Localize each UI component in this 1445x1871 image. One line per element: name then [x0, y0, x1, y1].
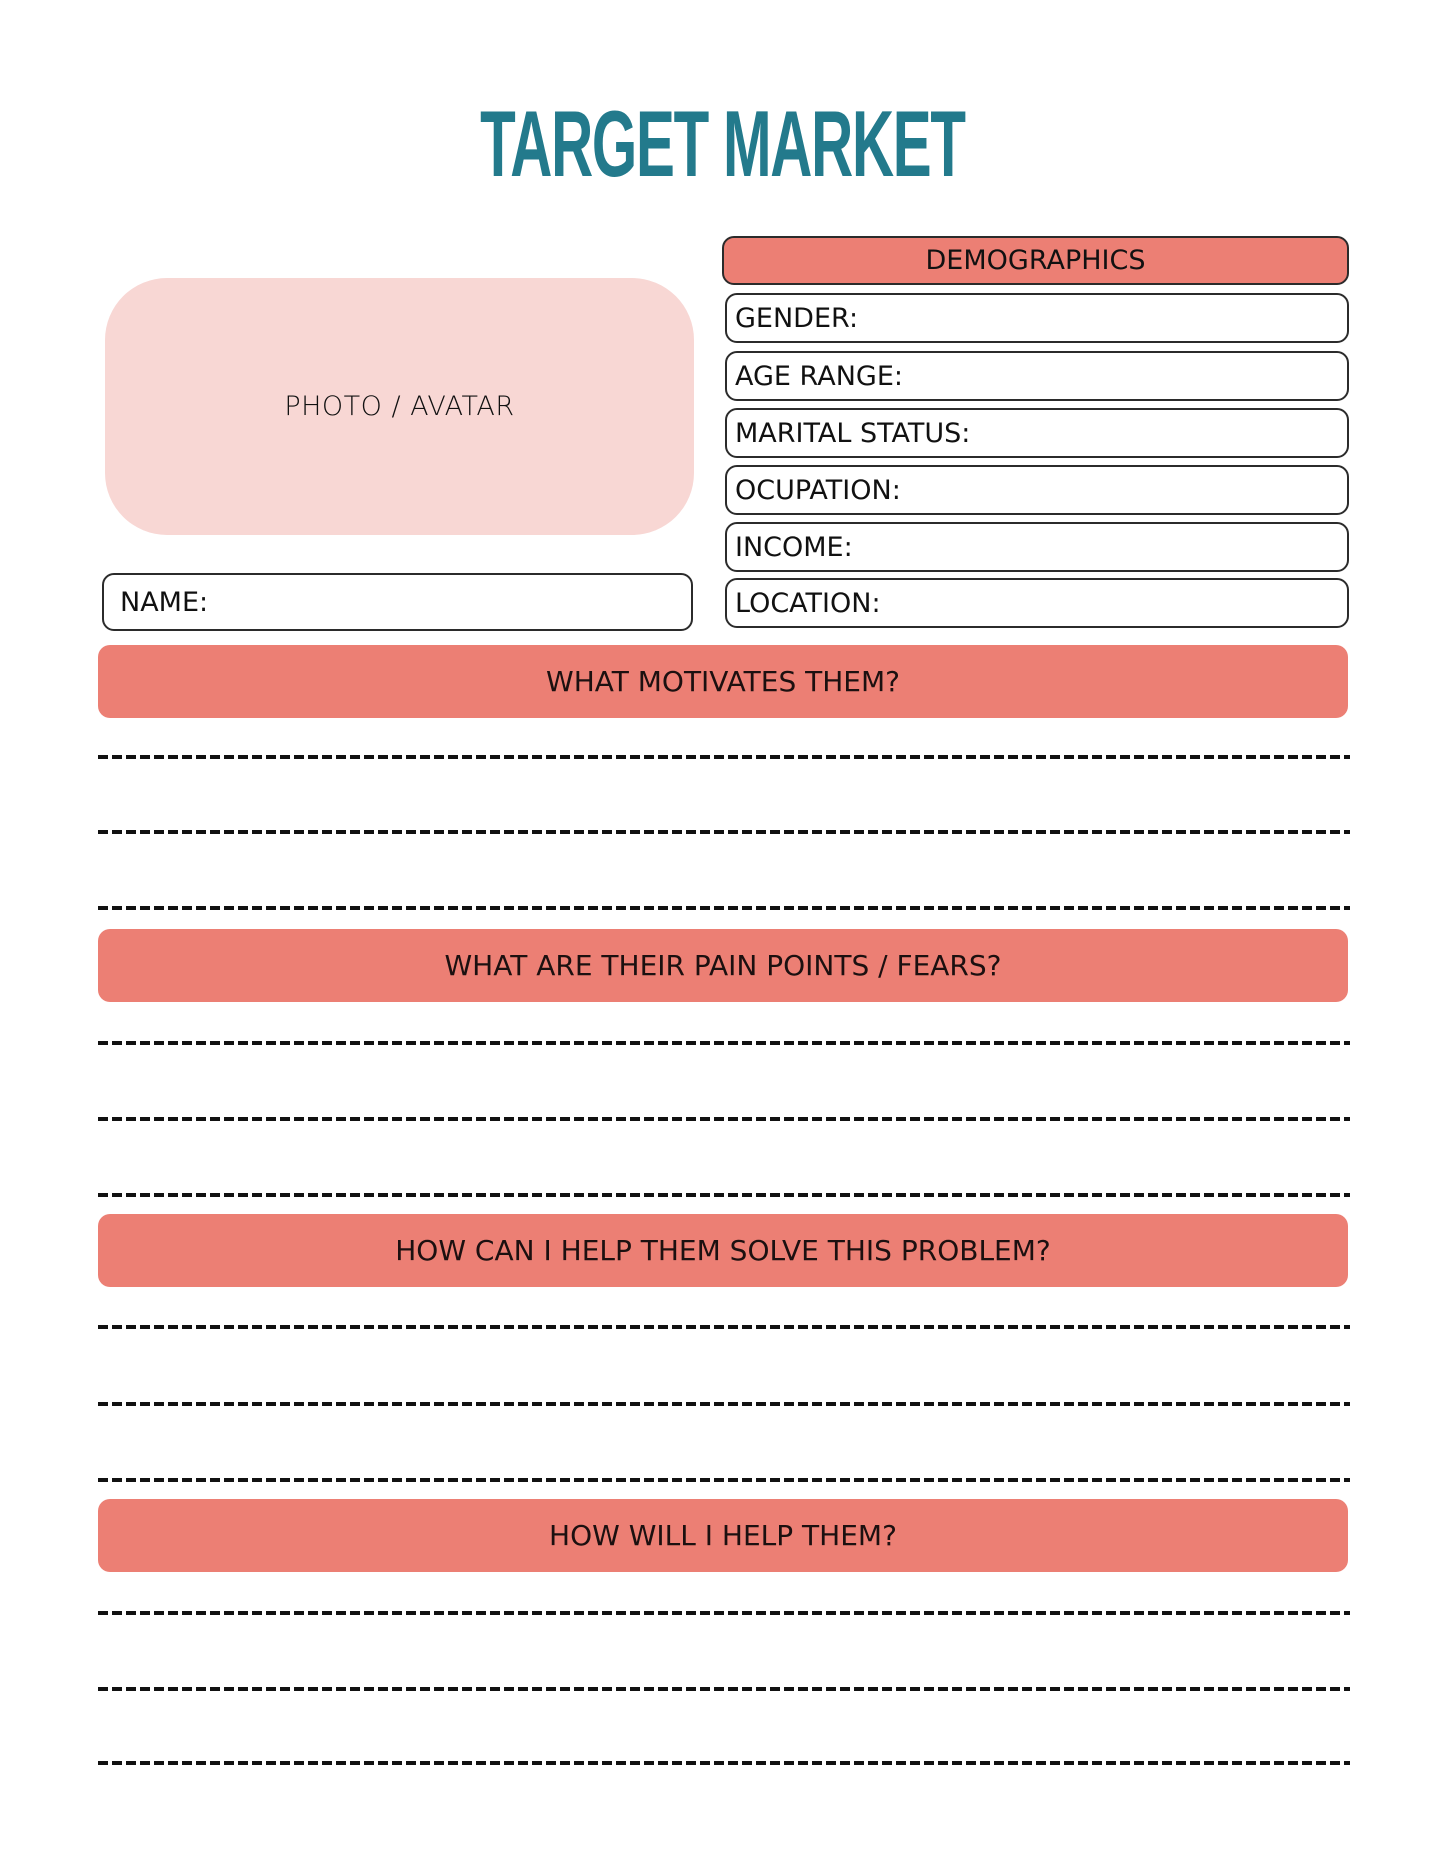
- writing-line[interactable]: [98, 1193, 1350, 1197]
- marital-status-field[interactable]: [725, 408, 1349, 458]
- writing-line[interactable]: [98, 830, 1350, 834]
- writing-line[interactable]: [98, 1761, 1350, 1765]
- marital-status-label: MARITAL STATUS:: [735, 417, 971, 449]
- section-heading-motivations: [98, 645, 1348, 718]
- writing-line[interactable]: [98, 1478, 1350, 1482]
- age-range-field[interactable]: [725, 351, 1349, 401]
- occupation-field[interactable]: [725, 465, 1349, 515]
- section-heading-solve-problem: [98, 1214, 1348, 1287]
- section-heading-label: WHAT ARE THEIR PAIN POINTS / FEARS?: [444, 949, 1002, 982]
- photo-avatar-placeholder[interactable]: [105, 278, 694, 535]
- gender-field[interactable]: [725, 293, 1349, 343]
- section-heading-how-help: [98, 1499, 1348, 1572]
- occupation-label: OCUPATION:: [735, 474, 901, 506]
- writing-line[interactable]: [98, 1041, 1350, 1045]
- writing-line[interactable]: [98, 1611, 1350, 1615]
- writing-line[interactable]: [98, 1325, 1350, 1329]
- demographics-header: [722, 236, 1349, 285]
- gender-label: GENDER:: [735, 302, 859, 334]
- income-label: INCOME:: [735, 531, 853, 563]
- section-heading-label: WHAT MOTIVATES THEM?: [546, 665, 900, 698]
- location-field[interactable]: [725, 578, 1349, 628]
- writing-line[interactable]: [98, 906, 1350, 910]
- name-field[interactable]: [102, 573, 693, 631]
- writing-line[interactable]: [98, 1402, 1350, 1406]
- demographics-header-label: DEMOGRAPHICS: [925, 245, 1146, 276]
- writing-line[interactable]: [98, 755, 1350, 759]
- name-label: NAME:: [120, 586, 209, 618]
- page-title: TARGET MARKET: [480, 91, 965, 196]
- photo-avatar-label: PHOTO / AVATAR: [284, 391, 515, 422]
- writing-line[interactable]: [98, 1117, 1350, 1121]
- location-label: LOCATION:: [735, 587, 881, 619]
- section-heading-label: HOW WILL I HELP THEM?: [549, 1519, 897, 1552]
- section-heading-pain-points: [98, 929, 1348, 1002]
- writing-line[interactable]: [98, 1687, 1350, 1691]
- age-range-label: AGE RANGE:: [735, 360, 903, 392]
- section-heading-label: HOW CAN I HELP THEM SOLVE THIS PROBLEM?: [395, 1234, 1051, 1267]
- income-field[interactable]: [725, 522, 1349, 572]
